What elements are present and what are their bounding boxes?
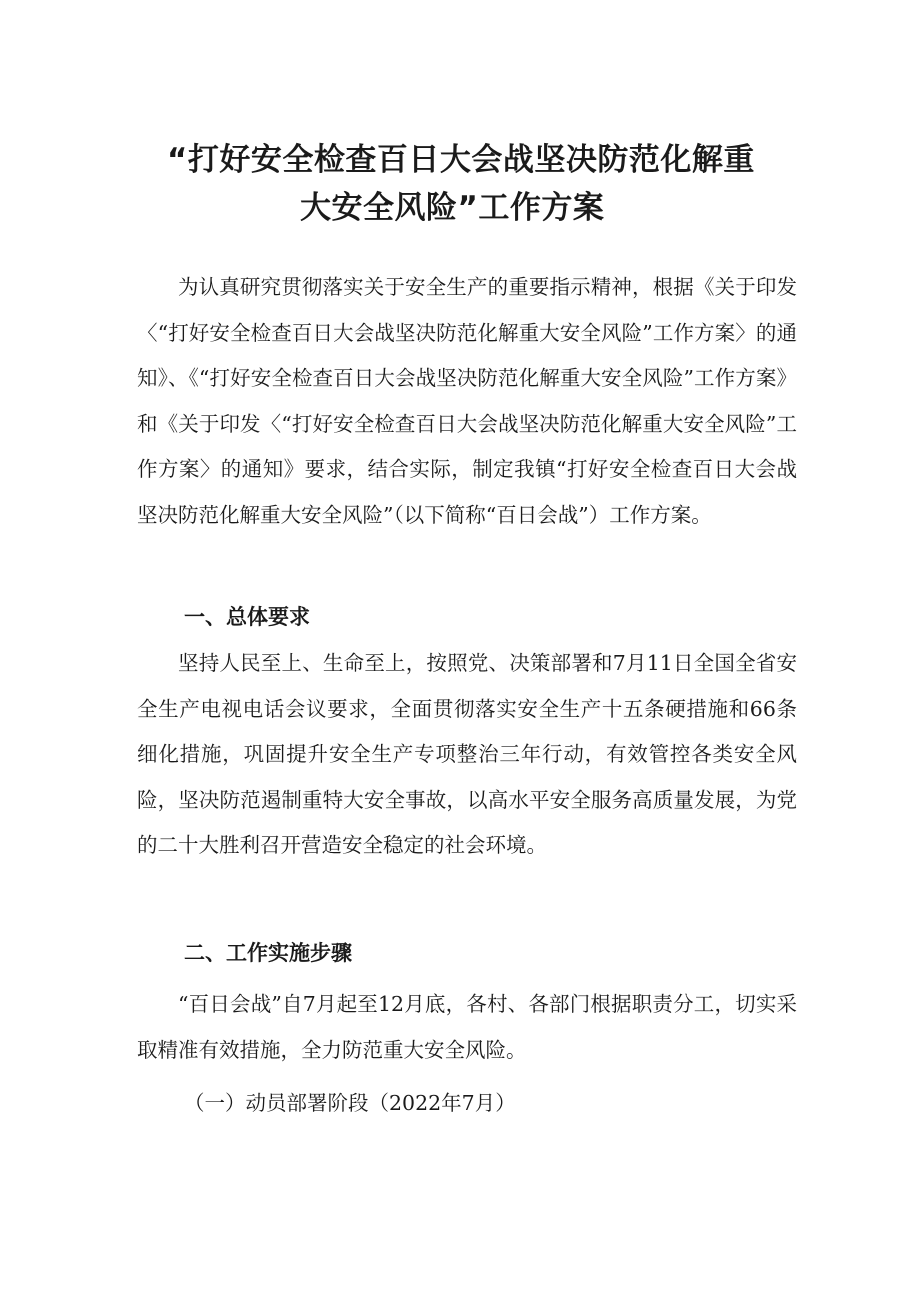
section-heading-general-requirements: 一、总体要求 (184, 605, 310, 629)
implementation-steps-paragraph: “百日会战”自7月起至12月底，各村、各部门根据职责分工，切实采取精准有效措施，全力防范重大安全风险。 (137, 992, 797, 1062)
general-requirements-paragraph: 坚持人民至上、生命至上，按照党、决策部署和7月11日全国全省安全生产电视电话会议要求，全面贯彻落实安全生产十五条硬措施和66条细化措施，巩固提升安全生产专项整治三年行动，有效管控各类安全风险，坚决防范遏制重特大安全事故，以高水平安全服务高质量发展，为党的二十大胜利召开营造安全稳定的社会环境。 (137, 651, 797, 858)
section-heading-implementation-steps: 二、工作实施步骤 (184, 941, 352, 965)
document-title-line-2: 大安全风险”工作方案 (300, 190, 605, 226)
document-title-line-1: “打好安全检查百日大会战坚决防范化解重 (167, 142, 755, 178)
subsection-mobilization-stage: （一）动员部署阶段（2022年7月） (184, 1091, 516, 1115)
intro-paragraph: 为认真研究贯彻落实关于安全生产的重要指示精神，根据《关于印发〈“打好安全检查百日大会战坚决防范化解重大安全风险”工作方案〉的通知》、《“打好安全检查百日大会战坚决防范化解重大安全风险”工作方案》和《关于印发〈“打好安全检查百日大会战坚决防范化解重大安全风险”工作方案〉的通知》要求，结合实际，制定我镇“打好安全检查百日大会战坚决防范化解重大安全风险”（以下简称“百日会战”）工作方案。 (137, 275, 797, 527)
